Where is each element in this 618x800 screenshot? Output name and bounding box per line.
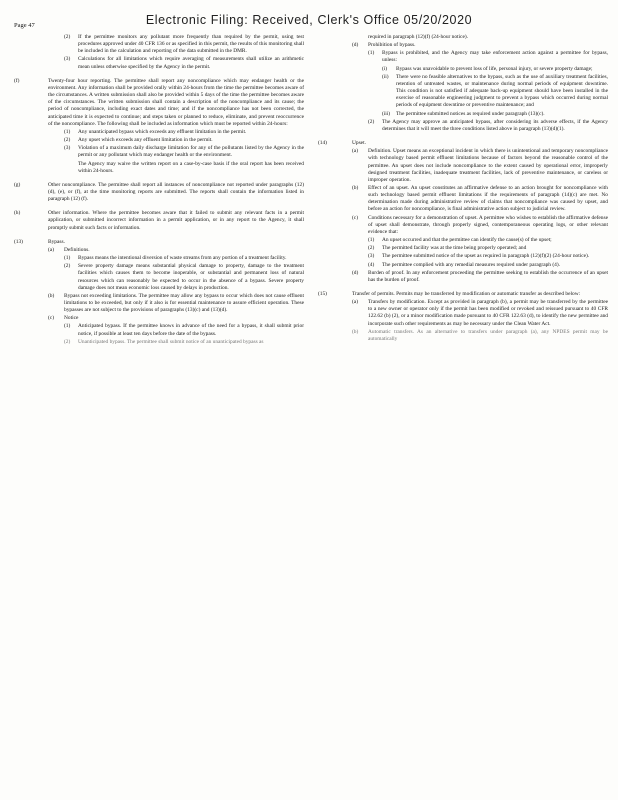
paragraph-text: Automatic transfers. As an alternative to transfers under paragraph (a), any NPDES permit may be automatically [368,328,608,342]
paragraph-label: (2) [368,118,375,125]
paragraph-text: Anticipated bypass. If the permittee knows in advance of the need for a bypass, it shall submit prior notice, if possible at least ten days before the date of the bypass. [78,323,304,337]
paragraph-label: (2) [368,245,375,252]
paragraph-text: Any upset which exceeds any effluent limitation in the permit. [78,137,213,144]
paragraph-label: (1) [64,128,71,135]
paragraph-label: (14) [318,140,327,147]
paragraph-label: (1) [368,50,375,57]
paragraph [64,56,304,70]
paragraph-label: (b) [352,328,359,335]
paragraph [318,140,608,147]
paragraph-label: (b) [352,184,359,191]
paragraph-label: (13) [14,238,23,245]
paragraph-label: (2) [64,263,71,270]
paragraph [64,129,304,136]
paragraph-text: Violation of a maximum daily discharge limitation for any of the pollutants listed by the Agency in the permit or any pollutant which may endanger health or the environment. [78,145,304,159]
paragraph [368,262,608,269]
paragraph-text: Prohibition of bypass. [368,42,416,49]
paragraph [48,293,304,314]
paragraph-text: Transfers by modification. Except as provided in paragraph (b), a permit may be transferred by the permittee to a new owner or operator only if the permit has been modified or revoked and reissued pursuant to 40 CFR 122.62 (b) (2), or a minor modification made pursuant to 40 CFR 122.63 (d), to identify the new permittee and incorporate such other requirements as may be necessary under the Clean Water Act. [368,299,608,327]
paragraph [368,50,608,64]
paragraph-text: Definition. Upset means an exceptional incident in which there is unintentional and temporary noncompliance with technology based permit effluent limitations because of factors beyond the reasonable control of the permittee. An upset does not include noncompliance to the extent caused by operational error, improperly designed treatment facilities, inadequate treatment facilities, lack of preventive maintenance, or careless or improper operation. [368,148,608,183]
paragraph-label: (d) [352,269,359,276]
paragraph-label: (b) [48,292,55,299]
paragraph [352,185,608,214]
paragraph [352,299,608,328]
paragraph-text: Upset. [352,140,366,147]
paragraph [352,215,608,236]
paragraph-label: (c) [352,214,358,221]
paragraph-text: Transfer of permits. Permits may be transferred by modification or automatic transfer as described below: [352,291,581,297]
paragraph-text: If the permittee monitors any pollutant more frequently than required by the permit, using test procedures approved under 40 CFR 136 or as specified in this permit, the results of this monitoring shall be included in the calculation and reporting of the data submitted in the DMR. [78,34,304,55]
paragraph-label: (a) [352,299,358,306]
paragraph [14,182,304,203]
paragraph [64,137,304,144]
paragraph-text: The permittee submitted notices as required under paragraph (13)(c). [396,110,545,117]
paragraph [368,119,608,133]
paragraph-text: Twenty-four hour reporting. The permittee shall report any noncompliance which may endanger health or the environment. Any information shall be provided orally within 24-hours from the time the permittee becomes aware of the circumstances. A written submission shall also be provided within 5 days of the time the permittee becomes aware of the circumstances. The written submission shall contain a description of the noncompliance and its cause; the period of noncompliance, including exact dates and time; and if the noncompliance has not been corrected, the anticipated time it is expected to continue; and steps taken or planned to reduce, eliminate, and prevent reoccurrence of the noncompliance. The following shall be included as information which must be reported within 24-hours: [48,77,304,127]
paragraph-text: Any unanticipated bypass which exceeds any effluent limitation in the permit. [78,128,247,135]
paragraph-label: (c) [48,315,54,322]
paragraph-label: (4) [368,261,375,268]
left-column [14,34,304,347]
paragraph-text: Bypass not exceeding limitations. The permittee may allow any bypass to occur which does not cause effluent limitations to be exceeded, but only if it also is for essential maintenance to assure efficient operation. These bypasses are not subject to the provisions of paragraphs (13)(c) and (13)(d). [64,292,304,314]
paragraph-text: The permitted facility was at the time being properly operated; and [382,245,527,252]
paragraph-label: (2) [64,34,71,40]
paragraph-label: (f) [14,77,20,84]
paragraph-text: Bypass. [48,238,65,245]
paragraph [352,270,608,284]
paragraph-text: Definitions. [64,246,90,253]
paragraph-label: (a) [48,246,54,253]
paragraph-label: (g) [14,181,21,188]
paragraph [368,237,608,244]
paragraph-label: (3) [368,253,375,260]
paragraph-text: Unanticipated bypass. The permittee shall submit notice of an unanticipated bypass as [78,338,264,345]
right-column [318,34,608,344]
paragraph [64,34,304,55]
paragraph-text: Calculations for all limitations which require averaging of measurements shall utilize an arithmetic mean unless otherwise specified by the Agency in the permit. [78,56,304,70]
paragraph-label: (2) [64,338,71,345]
paragraph-label: (d) [352,42,359,49]
paragraph [64,323,304,337]
paragraph [64,339,304,346]
paragraph-text: Bypass means the intentional diversion of waste streams from any portion of a treatment facility. [78,255,287,262]
paragraph [382,111,608,118]
paragraph-label: (3) [64,145,71,152]
paragraph-text: Severe property damage means substantial physical damage to property, damage to the treatment facilities which causes them to become inoperable, or substantial and permanent loss of natural resources which can reasonably be expected to occur in the absence of a bypass. Severe property damage does not mean economic loss caused by delays in production. [78,263,304,291]
paragraph-text: An upset occurred and that the permittee can identify the cause(s) of the upset; [382,237,552,244]
paragraph [352,42,608,49]
paragraph [368,253,608,260]
paragraph-text: Burden of proof. In any enforcement proceeding the permittee seeking to establish the occurrence of an upset has the burden of proof. [368,269,608,283]
paragraph-text: required in paragraph (12)(f) (24-hour notice). [368,34,468,40]
paragraph-text: Other information. Where the permittee becomes aware that it failed to submit any relevant facts in a permit application, or submitted incorrect information in a permit application, or in any report to the Agency, it shall promptly submit such facts or information. [48,210,304,231]
paragraph-text: The permittee complied with any remedial measures required under paragraph (4). [382,261,560,268]
paragraph-text: The Agency may approve an anticipated bypass, after considering its adverse effects, if the Agency determines that it will meet the three conditions listed above in paragraph (13)(d)(1). [382,118,608,132]
paragraph-text: Conditions necessary for a demonstration of upset. A permittee who wishes to establish the affirmative defense of upset shall demonstrate, through properly signed, contemporaneous operating logs, or other relevant evidence that: [368,214,608,235]
paragraph [368,245,608,252]
paragraph [48,315,304,322]
paragraph-text: Effect of an upset. An upset constitutes an affirmative defense to an action brought for noncompliance with such technology based permit effluent limitations if the requirements of paragraph (14)(c) are met. No determination made during administrative review of claims that noncompliance was caused by upset, and before an action for noncompliance, is final administrative action subject to judicial review. [368,184,608,213]
paragraph-text: There were no feasible alternatives to the bypass, such as the use of auxiliary treatment facilities, retention of untreated wastes, or maintenance during normal periods of equipment downtime. This condition is not satisfied if adequate back-up equipment should have been installed in the exercise of reasonable engineering judgment to prevent a bypass which occurred during normal periods of equipment downtime or preventive maintenance; and [396,73,608,109]
filing-stamp: Electronic Filing: Received, Clerk's Office 05/20/2020 [145,13,473,27]
paragraph-label: (iii) [382,110,391,117]
paragraph-text: Bypass is prohibited, and the Agency may take enforcement action against a permittee for bypass, unless: [382,50,608,64]
paragraph [64,145,304,159]
paragraph [352,34,608,41]
paragraph-label: (15) [318,291,327,297]
paragraph [382,66,608,73]
paragraph [382,74,608,110]
paragraph-label: (a) [352,148,358,155]
paragraph [64,263,304,292]
paragraph-label: (1) [64,255,71,262]
paragraph-label: (ii) [382,73,389,80]
paragraph-text: Bypass was unavoidable to prevent loss of life, personal injury, or severe property damage; [396,65,593,72]
paragraph [64,161,304,175]
paragraph-text: The permittee submitted notice of the upset as required in paragraph (12)(f)(2) (24-hour notice). [382,253,590,260]
paragraph [352,148,608,184]
page-number: Page 47 [14,22,35,29]
paragraph [352,329,608,343]
paragraph-text: Other noncompliance. The permittee shall report all instances of noncompliance not reported under paragraphs (12) (d), (e), or (f), at the time monitoring reports are submitted. The reports shall contain the information listed in paragraph (12) (f). [48,181,304,203]
paragraph-label: (2) [64,137,71,144]
paragraph [64,255,304,262]
paragraph-text: The Agency may waive the written report on a case-by-case basis if the oral report has been received within 24-hours. [78,160,304,174]
paragraph [14,210,304,231]
paragraph-text: Notice [64,315,79,322]
paragraph [14,239,304,246]
paragraph [48,247,304,254]
paragraph [318,291,608,298]
paragraph-label: (1) [368,237,375,244]
paragraph-label: (1) [64,323,71,330]
paragraph-label: (i) [382,65,388,72]
paragraph-label: (h) [14,210,21,217]
paragraph-label: (3) [64,56,71,63]
paragraph [14,78,304,128]
